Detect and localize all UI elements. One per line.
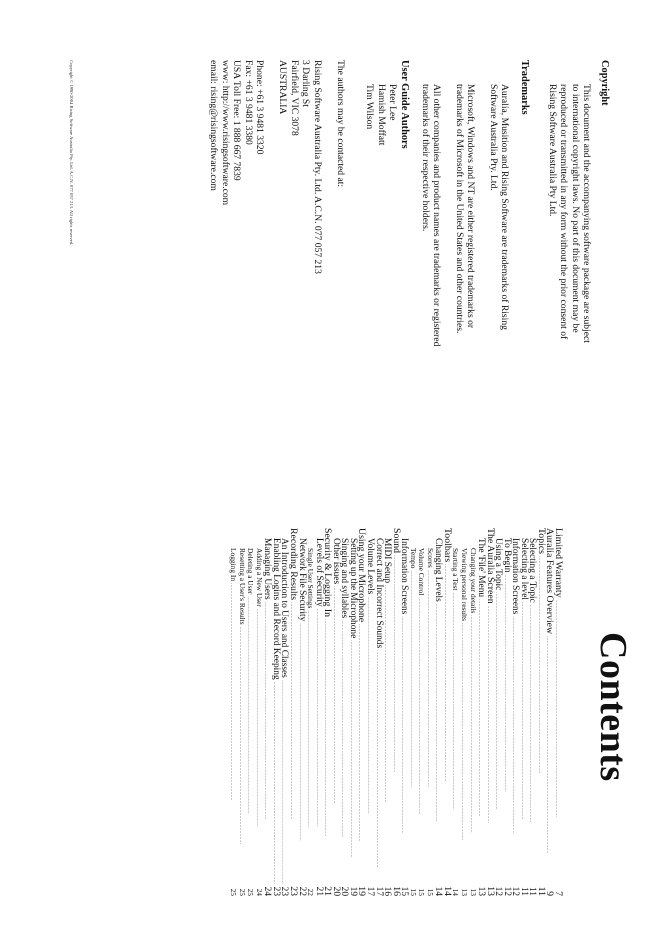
toc-entry[interactable] (289, 528, 298, 896)
toc-entry-page: 13 (459, 888, 469, 896)
toc-entry-page: 21 (313, 886, 324, 896)
toc-entry[interactable] (246, 528, 255, 896)
toc-entry-title: Information Screens (510, 538, 521, 615)
toc-entry-title: Setting up the Microphone (347, 538, 358, 639)
toc-entry[interactable] (477, 528, 486, 896)
trademarks-heading: Trademarks (519, 60, 530, 115)
address-line: AUSTRALIA (277, 60, 289, 115)
toc-entry-title: The Auralia Screen (484, 528, 496, 604)
toc-entry-page: 22 (296, 886, 307, 896)
toc-entry-page: 15 (425, 888, 435, 896)
toc-entry-page: 12 (510, 886, 521, 896)
toc-entry-page: 16 (390, 886, 402, 896)
toc-entry-title: Volume Levels (364, 538, 375, 595)
toc-entry-title: Levels of Security (313, 538, 324, 607)
toc-entry-title: Changing your details (468, 548, 478, 614)
toc-entry-page: 13 (468, 888, 478, 896)
table-of-contents (229, 528, 562, 896)
toc-entry-title: Tempo (408, 548, 418, 569)
toc-entry[interactable] (417, 528, 426, 896)
toc-entry-page: 9 (544, 891, 556, 896)
toc-entry-page: 13 (484, 886, 496, 896)
copyright-line: This document and the accompanying software package are subject (581, 84, 592, 343)
toc-entry-title: Adding a New User (254, 548, 264, 607)
toc-entry[interactable] (263, 528, 272, 896)
toc-entry-title: Network File Security (296, 538, 307, 622)
copyright-line: reproduced or transmitted in any form without the prior consent of (558, 84, 570, 340)
toc-entry-title: Limited Warranty (553, 528, 564, 598)
toc-entry-page: 16 (382, 886, 393, 896)
contact-email: email: rising@risingsoftware.com (208, 60, 220, 191)
toc-entry[interactable] (434, 528, 443, 896)
toc-entry-title: Toolbars (441, 528, 453, 563)
address-line: Fairfield, VIC 3078 (288, 60, 300, 136)
toc-entry[interactable] (442, 528, 451, 896)
toc-entry-title: Recording Results (288, 528, 300, 601)
copyright-line: Rising Software Australia Pty Ltd. (546, 84, 558, 217)
toc-entry-title: Topics (535, 528, 547, 554)
trademark-line: Microsoft, Windows and NT are either registered trademarks or (465, 84, 477, 329)
toc-entry-page: 19 (347, 886, 358, 896)
toc-entry-page: 20 (330, 886, 341, 896)
toc-entry-page: 11 (527, 886, 538, 896)
toc-entry[interactable] (511, 528, 520, 896)
toc-entry-page: 7 (553, 891, 564, 896)
contact-fax: Fax: +61 3 9481 3380 (242, 60, 254, 145)
trademark-line: trademarks of their respective holders. (419, 84, 431, 232)
toc-entry[interactable] (536, 528, 545, 896)
toc-entry-page: 17 (364, 886, 375, 896)
trademark-line: Auralia, Musition and Rising Software are trademarks of Rising (499, 84, 510, 330)
toc-entry-title: Correct and Incorrect Sounds (373, 538, 384, 649)
contents-title: Contents (592, 632, 634, 782)
toc-entry[interactable] (459, 528, 468, 896)
toc-entry[interactable] (391, 528, 400, 896)
toc-entry-page: 19 (356, 886, 368, 896)
contact-phone: Phone: +61 3 9481 3320 (253, 60, 265, 155)
toc-entry-title: Managing Users (262, 538, 273, 600)
trademarks-section (420, 60, 530, 346)
toc-entry-page: 15 (408, 888, 418, 896)
trademark-line: trademarks of Microsoft in the United States and other countries. (453, 84, 465, 334)
authors-heading: User Guide Authors (399, 60, 410, 149)
toc-entry-page: 20 (339, 886, 350, 896)
trademark-line: All other companies and product names are trademarks or registered (431, 84, 443, 347)
toc-entry-title: Using a Topic (493, 538, 504, 591)
toc-entry[interactable] (348, 528, 357, 896)
toc-entry-title: Resetting a User's Results (237, 548, 247, 625)
toc-entry-title: Viewing personal results (459, 548, 469, 622)
toc-entry-title: Deleting a User (246, 548, 256, 595)
toc-entry[interactable] (229, 528, 238, 896)
copyright-section (546, 60, 610, 343)
toc-entry-title: Singing and syllables (339, 538, 350, 619)
toc-entry[interactable] (408, 528, 417, 896)
toc-entry-title: Selecting a level (518, 538, 529, 600)
contact-toll-free: USA Toll Free: 1 888 667 7839 (231, 60, 243, 181)
toc-entry[interactable] (280, 528, 289, 896)
copyright-line: to international copyright laws. No part of this document may be (569, 84, 581, 333)
toc-entry-page: 25 (229, 888, 239, 896)
toc-entry-title: An Introduction to Users and Classes (279, 538, 290, 678)
toc-entry-title: Sound (390, 528, 402, 554)
toc-entry[interactable] (306, 528, 315, 896)
author-name: Tim Wilson (364, 84, 376, 130)
toc-entry[interactable] (425, 528, 434, 896)
toc-entry-title: Starting a Test (451, 548, 461, 591)
toc-entry-page: 14 (433, 886, 444, 896)
toc-entry[interactable] (357, 528, 366, 896)
contact-intro: The authors may be contacted at: (335, 60, 346, 188)
toc-entry[interactable] (374, 528, 383, 896)
toc-entry-title: Security & Logging In (322, 528, 334, 617)
toc-entry-title: Auralia Features Overview (544, 528, 556, 635)
toc-entry-title: Volume Control (417, 548, 427, 596)
toc-entry[interactable] (519, 528, 528, 896)
toc-entry-title: Using your Microphone (356, 528, 368, 623)
toc-entry[interactable] (545, 528, 554, 896)
toc-entry[interactable] (271, 528, 280, 896)
authors-section (364, 60, 410, 149)
toc-entry-page: 11 (518, 886, 529, 896)
toc-entry-page: 14 (451, 888, 461, 896)
contact-section (208, 60, 346, 274)
toc-entry[interactable] (340, 528, 349, 896)
toc-entry-title: To Begin (501, 538, 512, 573)
author-name: Peter Lee (387, 84, 398, 121)
toc-entry[interactable] (254, 528, 263, 896)
toc-entry-page: 21 (322, 886, 334, 896)
author-name: Hamish Moffatt (375, 84, 387, 146)
toc-entry-page: 24 (254, 888, 264, 896)
toc-entry-title: Changing Levels (433, 538, 444, 602)
toc-entry-page: 11 (535, 886, 547, 896)
toc-entry-page: 25 (246, 888, 256, 896)
toc-entry-title: Scores (425, 548, 435, 568)
toc-entry[interactable] (400, 528, 409, 896)
toc-entry-title: Other issues (330, 538, 341, 585)
toc-entry-page: 22 (306, 888, 316, 896)
copyright-heading: Copyright (599, 60, 610, 106)
trademark-line: Software Australia Pty. Ltd. (487, 84, 499, 191)
copyright-footer: Copyright © 1990-2004 Rising Software Australia Pty. Ltd. A.C.N. 077 057 213. All rights reserved. (69, 60, 74, 246)
toc-entry-page: 14 (441, 886, 453, 896)
toc-leader-dots (227, 583, 238, 884)
toc-entry-page: 24 (262, 886, 273, 896)
toc-entry-page: 23 (288, 886, 300, 896)
toc-entry-page: 25 (237, 888, 247, 896)
toc-entry-page: 15 (399, 886, 410, 896)
toc-entry-title: The 'File' Menu (476, 538, 487, 598)
toc-entry[interactable] (451, 528, 460, 896)
contact-website: www: http://www.risingsoftware.com (219, 60, 231, 206)
toc-entry-page: 17 (373, 886, 384, 896)
toc-entry[interactable] (237, 528, 246, 896)
address-line: 3 Darling St (300, 60, 312, 107)
toc-entry-title: Single User Settings (306, 548, 316, 609)
toc-entry[interactable] (502, 528, 511, 896)
toc-entry-title: Information Screens (399, 538, 410, 615)
toc-entry-page: 12 (501, 886, 512, 896)
address-line: Rising Software Australia Pty. Ltd. A.C.N. 077 057 213 (311, 60, 323, 274)
toc-entry-page: 23 (279, 886, 290, 896)
toc-entry-page: 12 (493, 886, 504, 896)
toc-entry-page: 15 (417, 888, 427, 896)
toc-entry[interactable] (485, 528, 494, 896)
toc-entry-title: Selecting a Topic (527, 538, 538, 603)
toc-entry-title: Logging In (229, 548, 239, 582)
toc-entry-page: 23 (270, 886, 281, 896)
toc-entry-title: Enabling Logins and Record Keeping (270, 538, 281, 680)
toc-entry[interactable] (468, 528, 477, 896)
toc-entry-title: MIDI Setup (382, 538, 393, 584)
toc-entry-page: 13 (476, 886, 487, 896)
toc-entry[interactable] (314, 528, 323, 896)
toc-entry[interactable] (528, 528, 537, 896)
